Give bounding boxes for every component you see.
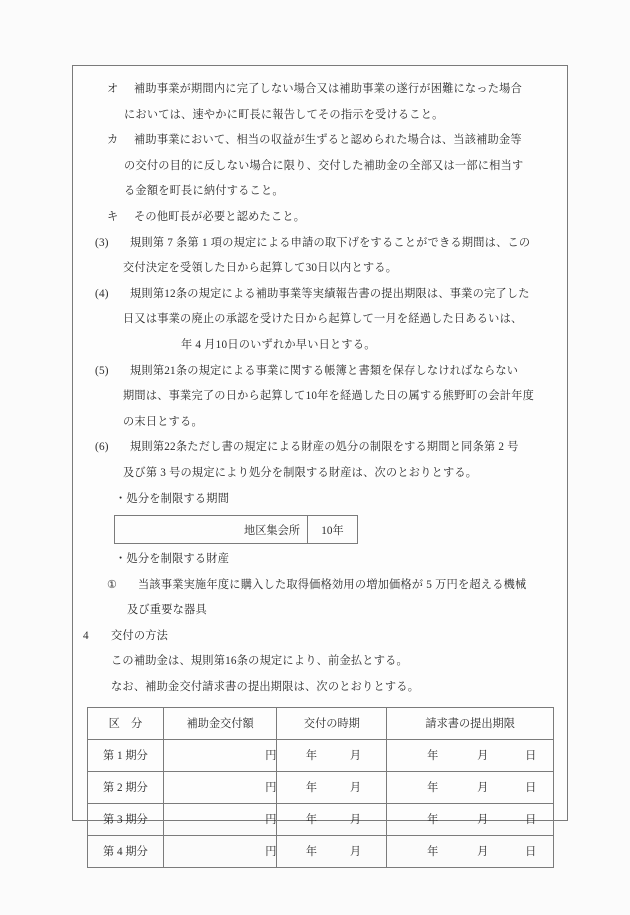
unit-month: 月 [477, 750, 489, 763]
numbered-item-continuation: 日又は事業の廃止の承認を受けた日から起算して一月を経過した日あるいは、 [123, 313, 523, 326]
list-marker: カ [107, 134, 119, 147]
cell-timing [277, 803, 387, 835]
cell-deadline [387, 803, 554, 835]
cell-kubun: 第 1 期分 [88, 739, 164, 771]
numbered-item-continuation: の末日とする。 [123, 415, 203, 428]
circled-item-text: 当該事業実施年度に購入した取得価格効用の増加価格が 5 万円を超える機械 [138, 578, 527, 591]
header-kubun: 区 分 [88, 707, 164, 739]
table-header-row [88, 707, 554, 739]
list-item [83, 77, 557, 103]
document-page [72, 65, 568, 859]
table-row [88, 739, 554, 771]
table-row [115, 516, 358, 544]
table-body [88, 739, 554, 867]
payment-table-wrapper [83, 707, 557, 868]
unit-year: 年 [305, 782, 318, 795]
circled-item [83, 573, 557, 599]
cell-amount: 円 [163, 771, 277, 803]
unit-day: 日 [525, 750, 537, 763]
table-header [88, 707, 554, 739]
list-item [83, 128, 557, 154]
cell-amount: 円 [163, 835, 277, 867]
unit-year: 年 [427, 782, 439, 795]
list-marker: キ [107, 210, 119, 223]
payment-schedule-table [87, 707, 554, 868]
unit-month: 月 [477, 814, 489, 827]
unit-month: 月 [477, 846, 489, 859]
table-row [88, 771, 554, 803]
property-years-cell: 10年 [308, 516, 358, 544]
numbered-item [83, 231, 557, 257]
document-body [73, 66, 567, 868]
unit-day: 日 [525, 782, 537, 795]
cell-kubun: 第 4 期分 [88, 835, 164, 867]
list-item-text: 補助事業が期間内に完了しない場合又は補助事業の遂行が困難になった場合 [134, 83, 522, 95]
cell-deadline [387, 739, 554, 771]
numbered-item [83, 282, 557, 308]
unit-year: 年 [305, 814, 318, 827]
list-item-continuation: においては、速やかに町長に報告してその指示を受けること。 [124, 108, 444, 121]
numbered-marker: (3) [95, 236, 109, 249]
list-item-continuation: る金額を町長に納付すること。 [124, 185, 284, 198]
unit-day: 日 [525, 846, 537, 859]
cell-timing [277, 835, 387, 867]
unit-year: 年 [427, 750, 439, 763]
numbered-item [83, 435, 557, 461]
numbered-item [83, 359, 557, 385]
circled-item-continuation: 及び重要な器具 [127, 604, 207, 617]
header-deadline: 請求書の提出期限 [387, 707, 554, 739]
numbered-item-text: 規則第12条の規定による補助事業等実績報告書の提出期限は、事業の完了した [130, 287, 530, 300]
header-timing: 交付の時期 [277, 707, 387, 739]
list-item-text: その他町長が必要と認めたこと。 [134, 210, 306, 223]
numbered-item-text: 規則第21条の規定による事業に関する帳簿と書類を保存しなければならない [130, 364, 519, 377]
property-table [114, 515, 358, 544]
section-title: 交付の方法 [111, 629, 169, 642]
cell-timing [277, 739, 387, 771]
table-row [88, 835, 554, 867]
unit-month: 月 [349, 846, 362, 859]
table-row [88, 803, 554, 835]
unit-year: 年 [427, 846, 439, 859]
cell-deadline [387, 771, 554, 803]
unit-year: 年 [305, 846, 318, 859]
list-item-continuation: の交付の目的に反しない場合に限り、交付した補助金の全部又は一部に相当す [124, 159, 524, 172]
list-item [83, 205, 557, 231]
circled-marker: ① [107, 578, 118, 591]
numbered-item-continuation: 及び第 3 号の規定により処分を制限する財産は、次のとおりとする。 [123, 466, 478, 479]
header-amount: 補助金交付額 [163, 707, 277, 739]
property-table-wrapper [83, 515, 557, 544]
bullet-restricted-property: ・処分を制限する財産 [115, 553, 230, 566]
bullet-restriction-period: ・処分を制限する期間 [115, 492, 230, 505]
numbered-item-text: 規則第22条ただし書の規定による財産の処分の制限をする期間と同条第 2 号 [130, 441, 519, 454]
property-name-cell: 地区集会所 [115, 516, 308, 544]
unit-month: 月 [349, 782, 362, 795]
numbered-marker: (4) [95, 287, 109, 300]
section-body-line: この補助金は、規則第16条の規定により、前金払とする。 [111, 655, 408, 668]
numbered-item-continuation: 期間は、事業完了の日から起算して10年を経過した日の属する熊野町の会計年度 [123, 390, 535, 403]
numbered-marker: (6) [95, 441, 109, 454]
section-number: 4 [83, 629, 89, 642]
list-marker: オ [107, 83, 119, 95]
cell-amount: 円 [163, 739, 277, 771]
cell-amount: 円 [163, 803, 277, 835]
numbered-marker: (5) [95, 364, 109, 377]
section-body-line: なお、補助金交付請求書の提出期限は、次のとおりとする。 [111, 681, 420, 694]
unit-month: 月 [477, 782, 489, 795]
numbered-item-text: 規則第 7 条第 1 項の規定による申請の取下げをすることができる期間は、この [130, 236, 531, 249]
unit-year: 年 [427, 814, 439, 827]
cell-kubun: 第 2 期分 [88, 771, 164, 803]
unit-day: 日 [525, 814, 537, 827]
numbered-item-continuation: 交付決定を受領した日から起算して30日以内とする。 [123, 262, 398, 275]
cell-kubun: 第 3 期分 [88, 803, 164, 835]
unit-month: 月 [349, 814, 362, 827]
section-heading [83, 624, 557, 650]
unit-month: 月 [349, 750, 362, 763]
cell-deadline [387, 835, 554, 867]
unit-year: 年 [305, 750, 318, 763]
list-item-text: 補助事業において、相当の収益が生ずると認められた場合は、当該補助金等 [134, 134, 522, 147]
numbered-item-date-line: 年 4 月10日のいずれか早い日とする。 [181, 338, 376, 351]
cell-timing [277, 771, 387, 803]
